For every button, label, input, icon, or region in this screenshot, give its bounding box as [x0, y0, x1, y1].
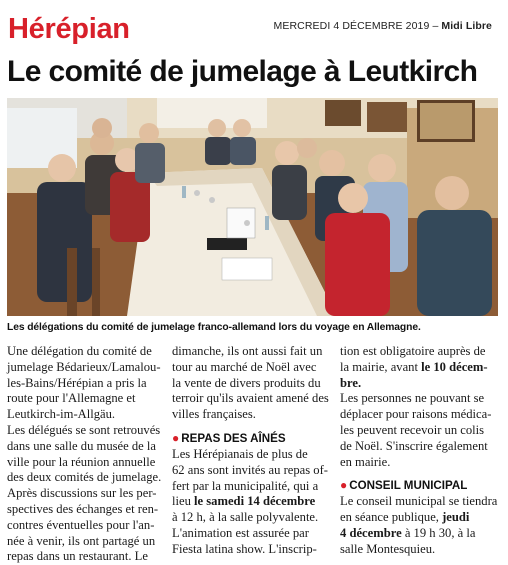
body-line: à 12 h, à la salle polyvalente. — [172, 510, 319, 525]
body-line — [340, 360, 500, 376]
section-heading-conseil — [340, 478, 500, 493]
section-heading-repas — [172, 431, 330, 446]
body-line: jumelage Bédarieux/Lamalou- — [7, 359, 161, 374]
body-line — [340, 376, 500, 392]
body-line: fert par la municipalité, qui a — [172, 478, 319, 493]
body-line: la vente de divers produits du — [172, 375, 321, 390]
body-line: Les personnes ne pouvant se — [340, 391, 485, 406]
article-column-1 — [7, 344, 162, 565]
group-photo — [7, 98, 498, 316]
section-title: REPAS DES AÎNÉS — [181, 431, 286, 445]
article-header — [0, 0, 508, 95]
event-date: le samedi 14 décembre — [194, 494, 316, 509]
bullet-dot-icon: ● — [340, 478, 348, 493]
body-line: tour au marché de Noël avec — [172, 359, 317, 374]
body-line: ville pour la réunion annuelle — [7, 454, 156, 469]
body-text: à 19 h 30, à la — [401, 525, 476, 540]
body-line: L'animation est assurée par — [172, 525, 309, 540]
body-line: Les Hérépianais de plus de — [172, 446, 308, 461]
body-line — [340, 526, 500, 542]
body-line: Fiesta latina show. L'inscrip- — [172, 541, 317, 556]
bullet-dot-icon: ● — [172, 430, 180, 445]
body-line: 62 ans sont invités au repas of- — [172, 462, 328, 477]
body-line: contres éventuelles pour l'an- — [7, 517, 155, 532]
body-line: déplacer pour raisons médica- — [340, 407, 492, 422]
article-column-3 — [340, 344, 500, 558]
body-line: Les délégués se sont retrouvés — [7, 422, 161, 437]
body-line: salle Montesquieu. — [340, 541, 436, 556]
dateline-separator: – — [429, 20, 442, 32]
body-line: repas dans un restaurant. Le — [7, 549, 148, 564]
body-line: terroir qu'ils avaient amené des — [172, 391, 329, 406]
publication-name: Midi Libre — [441, 20, 492, 32]
body-line: dimanche, ils ont aussi fait un — [172, 344, 323, 358]
group-photo-restaurant-icon — [7, 98, 498, 316]
body-line: Après discussions sur les per- — [7, 486, 157, 501]
body-line: de Noël. S'inscrire également — [340, 438, 488, 453]
deadline-date-cont: bre. — [340, 375, 362, 390]
body-line: tion est obligatoire auprès de — [340, 344, 486, 358]
headline: Le comité de jumelage à Leutkirch — [7, 55, 478, 88]
body-line: les-Bains/Hérépian a pris la — [7, 375, 147, 390]
section-title: CONSEIL MUNICIPAL — [349, 479, 468, 493]
body-text: lieu — [172, 494, 195, 509]
body-line: en mairie. — [340, 454, 391, 469]
body-line — [172, 494, 330, 510]
issue-date: MERCREDI 4 DÉCEMBRE 2019 — [273, 20, 430, 32]
deadline-date: le 10 décem- — [421, 359, 488, 374]
town-name: Hérépian — [8, 13, 130, 45]
body-line: Leutkirch-im-Allgäu. — [7, 407, 116, 422]
body-line: villes françaises. — [172, 407, 256, 422]
meeting-day: jeudi — [442, 510, 470, 525]
body-line: les peuvent recevoir un colis — [340, 422, 485, 437]
body-line — [340, 510, 500, 526]
body-line: Une délégation du comité de — [7, 344, 152, 358]
body-text: en séance publique, — [340, 510, 443, 525]
body-line: née à venir, ils ont partagé un — [7, 533, 156, 548]
body-line: des deux comités de jumelage. — [7, 470, 162, 485]
body-line: Le conseil municipal se tiendra — [340, 494, 498, 509]
photo-caption: Les délégations du comité de jumelage franco-allemand lors du voyage en Allemagne. — [7, 322, 421, 333]
body-line: spectives des échanges et ren- — [7, 501, 159, 516]
article-column-2 — [172, 344, 330, 558]
body-line: route pour l'Allemagne et — [7, 391, 136, 406]
body-text: la mairie, avant — [340, 359, 422, 374]
body-line: dans une salle du musée de la — [7, 438, 156, 453]
dateline — [274, 20, 492, 32]
meeting-date: 4 décembre — [340, 525, 402, 540]
